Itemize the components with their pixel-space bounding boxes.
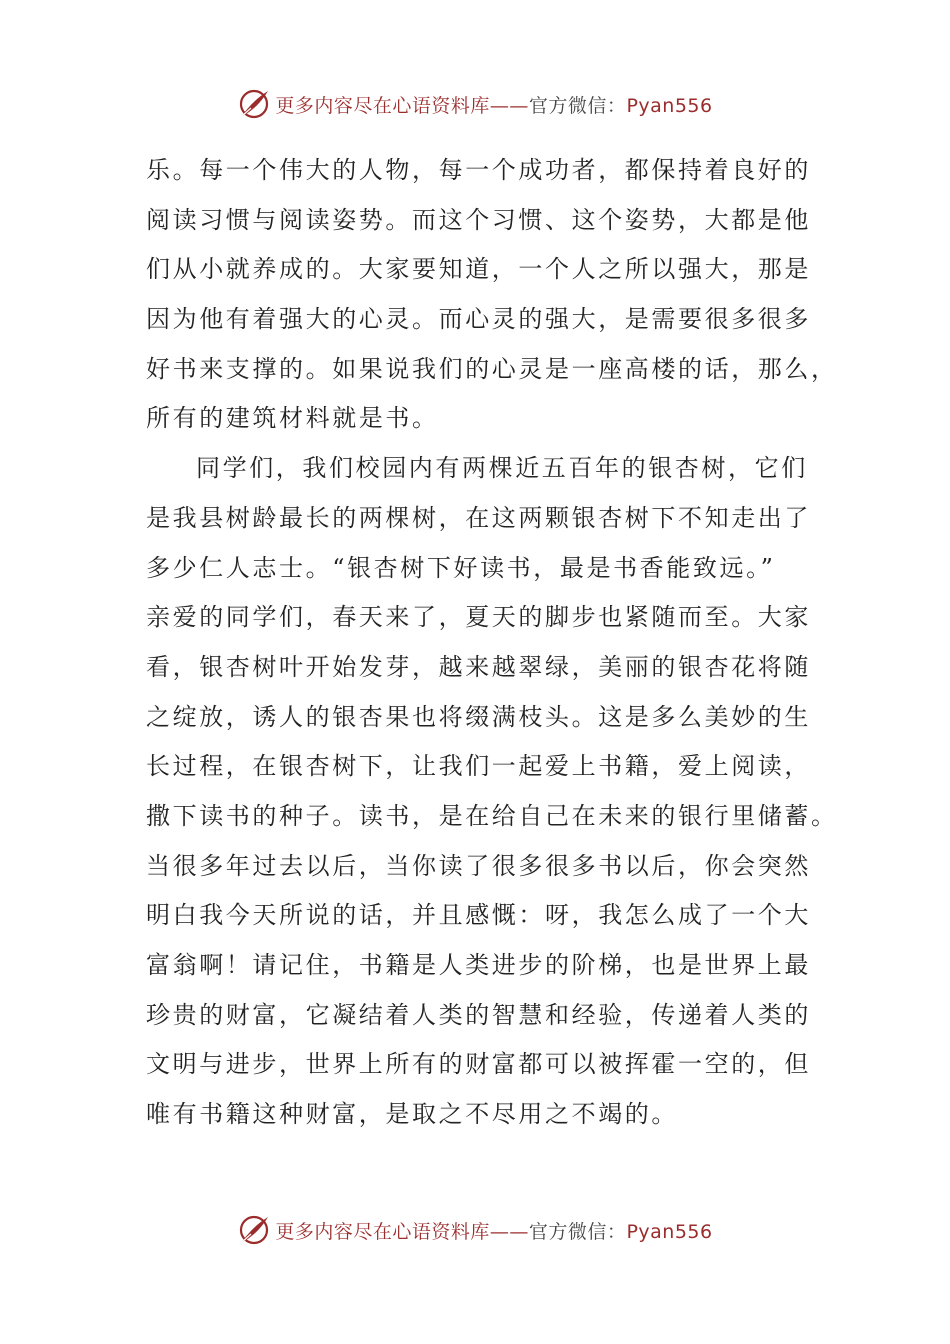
footer-contact-id: Pyan556: [626, 1220, 713, 1243]
text-line: 所有的建筑材料就是书。: [146, 404, 439, 433]
paragraph-start-line: 同学们，我们校园内有两棵近五百年的银杏树，它们: [196, 454, 808, 483]
header-banner-text: [275, 91, 712, 118]
text-line: 唯有书籍这种财富，是取之不尽用之不竭的。: [146, 1100, 678, 1129]
text-line: 之绽放，诱人的银杏果也将缀满枝头。这是多么美妙的生: [146, 702, 811, 731]
text-line: 撒下读书的种子。读书，是在给自己在未来的银行里储蓄。: [146, 801, 838, 830]
footer-separator: ——: [489, 1220, 529, 1243]
text-line: 多少仁人志士。“银杏树下好读书，最是书香能致远。”: [146, 553, 776, 582]
document-body: [146, 146, 838, 1140]
text-line: 因为他有着强大的心灵。而心灵的强大，是需要很多很多: [146, 305, 811, 334]
header-separator: ——: [489, 94, 529, 117]
header-contact-label: 官方微信：: [528, 94, 627, 117]
footer-brand: 更多内容尽在心语资料库: [275, 1220, 490, 1243]
text-line: 好书来支撑的。如果说我们的心灵是一座高楼的话，那么，: [146, 354, 838, 383]
quill-pen-logo-icon: [237, 87, 271, 121]
text-line: 看，银杏树叶开始发芽，越来越翠绿，美丽的银杏花将随: [146, 652, 811, 681]
footer-contact-label: 官方微信：: [528, 1220, 627, 1243]
header-brand: 更多内容尽在心语资料库: [275, 94, 490, 117]
text-line: 亲爱的同学们，春天来了，夏天的脚步也紧随而至。大家: [146, 603, 811, 632]
text-line: 富翁啊！请记住，书籍是人类进步的阶梯，也是世界上最: [146, 951, 811, 979]
text-line: 是我县树龄最长的两棵树，在这两颗银杏树下不知走出了: [146, 503, 811, 532]
text-line: 珍贵的财富，它凝结着人类的智慧和经验，传递着人类的: [146, 1000, 811, 1029]
text-line: 阅读习惯与阅读姿势。而这个习惯、这个姿势，大都是他: [146, 205, 811, 234]
header-contact-id: Pyan556: [626, 94, 713, 117]
text-line: 文明与进步，世界上所有的财富都可以被挥霍一空的，但: [146, 1050, 811, 1079]
text-line: 明白我今天所说的话，并且感慨：呀，我怎么成了一个大: [146, 901, 811, 930]
quill-pen-logo-icon: [237, 1213, 271, 1247]
text-line: 当很多年过去以后，当你读了很多很多书以后，你会突然: [146, 851, 811, 880]
text-line: 乐。每一个伟大的人物，每一个成功者，都保持着良好的: [146, 156, 811, 184]
footer-banner: [0, 1210, 950, 1250]
footer-banner-text: [275, 1217, 712, 1244]
header-banner: [0, 84, 950, 124]
text-line: 们从小就养成的。大家要知道，一个人之所以强大，那是: [146, 255, 811, 284]
text-line: 长过程，在银杏树下，让我们一起爱上书籍，爱上阅读，: [146, 752, 811, 781]
